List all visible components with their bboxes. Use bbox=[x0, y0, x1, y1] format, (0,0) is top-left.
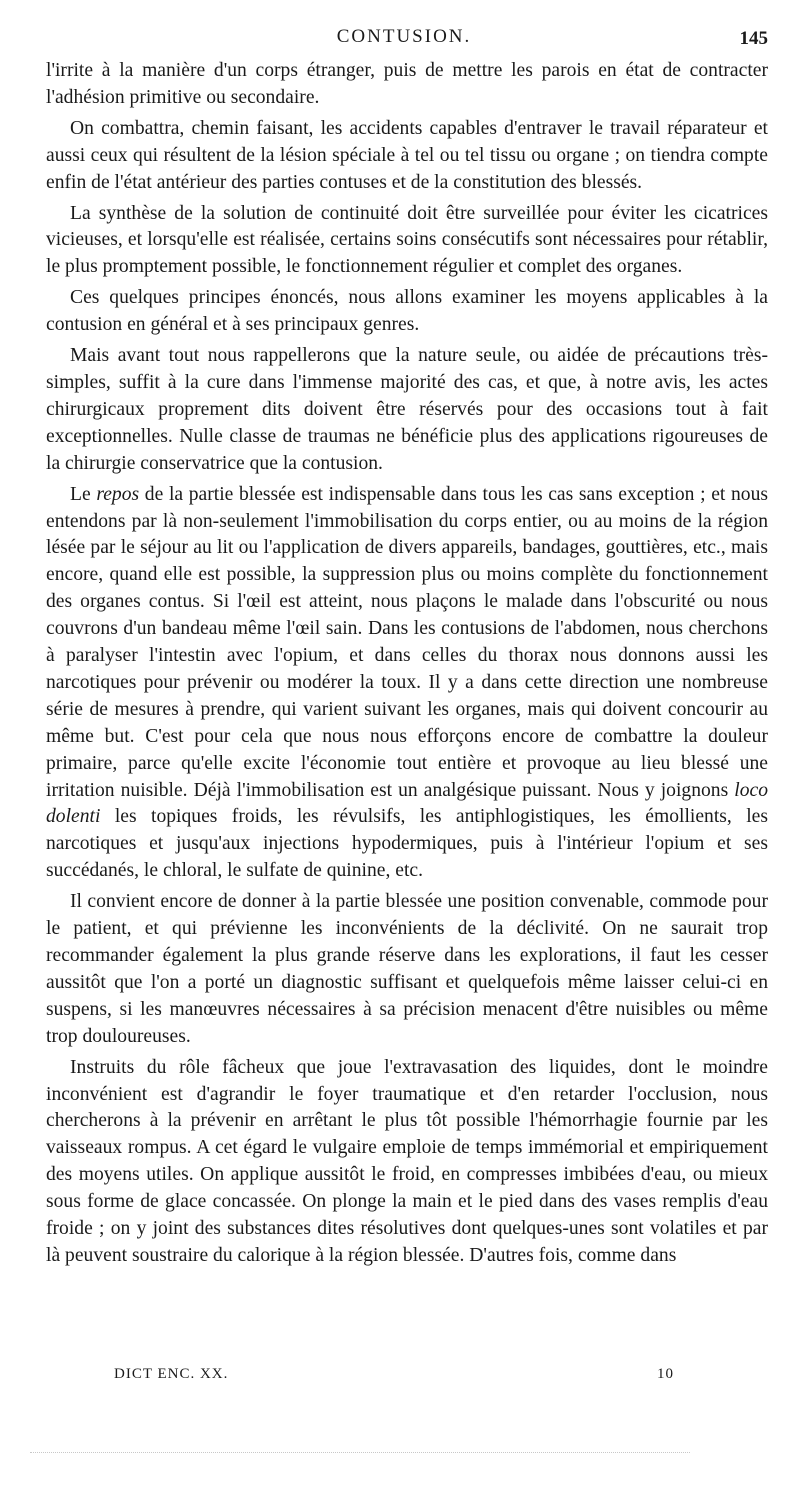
italic-term: repos bbox=[96, 483, 140, 505]
paragraph: On combattra, chemin faisant, les accidents capables d'entraver le travail réparateur et aussi ceux qui résultent de la lésion spéciale à tel ou tel tissu ou organe ; on tiendra compte enfin de l'état antérieur des parties contuses et de la constitution des blessés. bbox=[46, 117, 768, 193]
paragraph: La synthèse de la solution de continuité doit être surveillée pour éviter les cicatrices vicieuses, et lorsqu'elle est réalisée, certains soins consécutifs sont nécessaires pour rétablir, le plus promptement possible, le fonctionnement régulier et complet des organes. bbox=[46, 202, 768, 278]
running-title: CONTUSION. bbox=[336, 26, 472, 47]
signature-mark: DICT ENC. XX. bbox=[114, 1366, 229, 1382]
paragraph: Il convient encore de donner à la partie blessée une position convenable, commode pour le patient, et qui prévienne les inconvénients de la déclivité. On ne saurait trop recommander également la plus grande réserve dans les explorations, il faut les cesser aussitôt que l'on a porté un diagnostic suffisant et quelquefois même laisser celui-ci en suspens, si les manœuvres nécessaires à sa précision menacent d'être nuisibles ou même trop douloureuses. bbox=[46, 891, 768, 1047]
paragraph: Ces quelques principes énoncés, nous allons examiner les moyens applicables à la contusion en général et à ses principaux genres. bbox=[46, 287, 768, 336]
body-text bbox=[46, 58, 768, 1274]
italic-term: loco dolenti bbox=[46, 779, 768, 828]
page-footer bbox=[114, 1366, 674, 1392]
paragraph: Instruits du rôle fâcheux que joue l'extravasation des liquides, dont le moindre inconvénient est d'agrandir le foyer traumatique et d'en retarder l'occlusion, nous chercherons à la prévenir en arrêtant le plus tôt possible l'hémorrhagie fournie par les vaisseaux rompus. A cet égard le vulgaire emploie de temps immémorial et empiriquement des moyens utiles. On applique aussitôt le froid, en compresses imbibées d'eau, ou mieux sous forme de glace concassée. On plonge la main et le pied dans des vases remplis d'eau froide ; on y joint des substances dites résolutives dont quelques-unes sont volatiles et par là peuvent soustraire du calorique à la région blessée. D'autres fois, comme dans bbox=[46, 1056, 768, 1266]
folio-number: 10 bbox=[657, 1366, 674, 1382]
page-number: 145 bbox=[739, 28, 768, 49]
paragraph: Mais avant tout nous rappellerons que la nature seule, ou aidée de précautions très-simples, suffit à la cure dans l'immense majorité des cas, et que, à notre avis, les actes chirurgicaux proprement dits doivent être réservés pour des occasions tout à fait exceptionnelles. Nulle classe de traumas ne bénéficie plus des applications rigoureuses de la chirurgie conservatrice que la contusion. bbox=[46, 345, 768, 474]
paragraph: Le repos de la partie blessée est indispensable dans tous les cas sans exception ; et nous entendons par là non-seulement l'immobilisation du corps entier, ou au moins de la région lésée par le séjour au lit ou l'application de divers appareils, bandages, gouttières, etc., mais encore, quand elle est possible, la suppression plus ou moins complète du fonctionnement des organes contus. Si l'œil est atteint, nous plaçons le malade dans l'obscurité ou nous couvrons d'un bandeau même l'œil sain. Dans les contusions de l'abdomen, nous cherchons à paralyser l'intestin avec l'opium, et dans celles du thorax nous donnons aussi les narcotiques pour prévenir ou modérer la toux. Il y a dans cette direction une nombreuse série de mesures à prendre, qui varient suivant les organes, mais qui doivent concourir au même but. C'est pour cela que nous nous efforçons encore de combattre la douleur primaire, parce qu'elle excite l'économie tout entière et provoque au lieu blessé une irritation nuisible. Déjà l'immobilisation est un analgésique puissant. Nous y joignons loco dolenti les topiques froids, les révulsifs, les antiphlogistiques, les émollients, les narcotiques et jusqu'aux injections hypodermiques, puis à l'intérieur l'opium et ses succédanés, le chloral, le sulfate de quinine, etc. bbox=[46, 483, 768, 882]
paragraph: l'irrite à la manière d'un corps étranger, puis de mettre les parois en état de contracter l'adhésion primitive ou secondaire. bbox=[46, 60, 768, 108]
page-header bbox=[40, 26, 768, 54]
scan-noise-divider bbox=[30, 1452, 690, 1453]
